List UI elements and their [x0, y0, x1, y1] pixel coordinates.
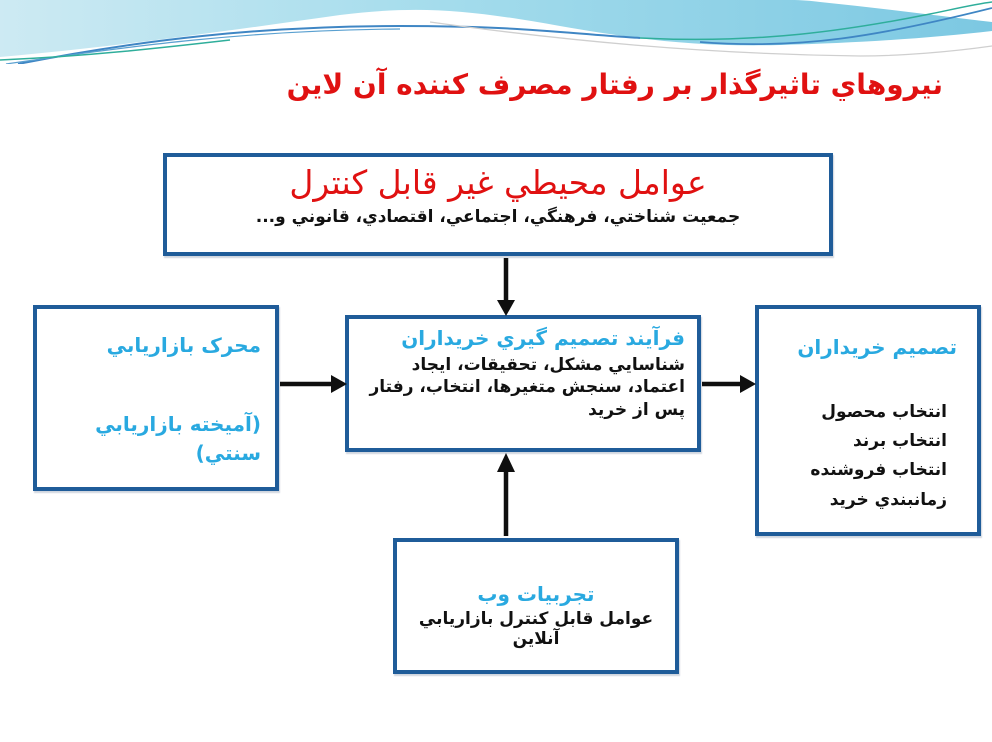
box-environment-factors: [163, 153, 833, 256]
decision-process-body: شناسايي مشكل، تحقيقات، ايجاد اعتماد، سنجش متغيرها، انتخاب، رفتار پس از خريد: [369, 355, 685, 420]
web-experience-body: عوامل قابل كنترل بازاريابي آنلاين: [418, 609, 654, 649]
environment-heading: عوامل محيطي غير قابل كنترل: [289, 163, 707, 202]
box-buyer-decision: [755, 305, 981, 536]
marketing-stimulus-line3: سنتي): [195, 441, 261, 465]
buyer-decision-item: زمانبندي خريد: [829, 489, 947, 510]
arrow-bottom-to-center: [497, 453, 515, 536]
header-wave-decoration: [0, 0, 992, 64]
arrow-left-to-center: [280, 375, 347, 393]
arrow-top-to-center: [497, 258, 515, 316]
buyer-decision-heading: تصميم خريداران: [797, 335, 957, 359]
slide-title: نيروهاي تاثيرگذار بر رفتار مصرف كننده آن لاين: [286, 68, 943, 101]
marketing-stimulus-line1: محرک بازاريابي: [106, 333, 261, 357]
buyer-decision-item: انتخاب فروشنده: [810, 460, 947, 481]
decision-process-heading: فرآيند تصميم گيري خريداران: [401, 326, 685, 350]
buyer-decision-item: انتخاب محصول: [821, 402, 947, 422]
web-experience-heading: تجربيات وب: [477, 582, 595, 606]
arrow-center-to-right: [702, 375, 756, 393]
buyer-decision-item: انتخاب برند: [853, 431, 947, 452]
box-decision-process: [345, 315, 701, 452]
buyer-decision-list: [767, 398, 957, 515]
box-marketing-stimulus: [33, 305, 279, 491]
marketing-stimulus-line2: (آميخته بازاريابي: [95, 412, 261, 436]
environment-body: جمعيت شناختي، فرهنگي، اجتماعي، اقتصادي، قانوني و...: [255, 207, 741, 228]
box-web-experience: [393, 538, 679, 674]
